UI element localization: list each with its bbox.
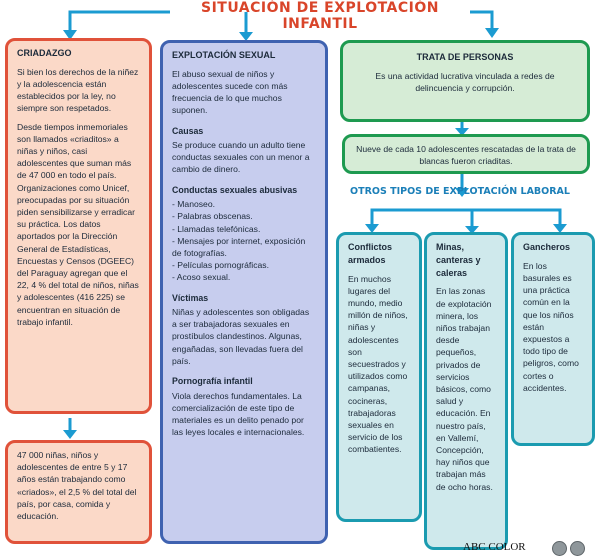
otros-tipos-heading: OTROS TIPOS DE EXPLOTACIÓN LABORAL [350,186,570,197]
explotacion-sexual-title: EXPLOTACIÓN SEXUAL [172,50,276,60]
explotacion-sexual-intro: El abuso sexual de niños y adolescentes sucede con más frecuencia de lo que muchos suponen. [172,68,288,116]
minas-box [424,232,508,550]
trata-title: TRATA DE PERSONAS [416,52,514,62]
victimas-title: Víctimas [172,292,209,303]
trata-stat-text: Nueve de cada 10 adolescentes rescatadas de la trata de blancas fueron criaditas. [356,144,576,167]
minas-text: En las zonas de explotación minera, los niños trabajan desde pequeños, privados de servicios básicos, como salud y educación. En nuestro país, en Vallemí, Concepción, hay niños que trabajan más de ocho horas. [436,286,493,492]
globe-icon [570,541,585,556]
page-title: SITUACIÓN DE EXPLOTACIÓN INFANTIL [201,0,439,32]
pornografia-title: Pornografía infantil [172,376,253,387]
criadazgo-stat-box [5,440,152,544]
victimas-text: Niñas y adolescentes son obligadas a ser trabajadoras sexuales en prostíbulos clandestinos. Algunas, engañadas, son llevadas fuera del país. [172,307,310,366]
minas-title: Minas, canteras y caleras [436,242,481,278]
explotacion-sexual-box [160,40,328,544]
conducta-item: - Acoso sexual. [172,272,231,283]
conducta-item: - Mensajes por internet, exposición de fotografías. [172,235,306,258]
criadazgo-title: CRIADAZGO [17,48,72,58]
conducta-item: - Palabras obscenas. [172,211,253,222]
conducta-item: - Manoseo. [172,199,215,210]
causas-title: Causas [172,125,204,136]
globe-icon [552,541,567,556]
conflictos-box [336,232,422,522]
gancheros-text: En los basurales es una práctica común en la que los niños están expuestos a todo tipo de peligros, como cortes o accidentes. [523,260,579,393]
conflictos-text: En muchos lugares del mundo, medio millón de niños, niñas y adolescentes son secuestrados y utilizados como campanas, cocineras, trabajadoras sexuales en servicio de los combatientes. [348,273,408,455]
abc-color-credit: ABC COLOR [463,541,526,553]
trata-box [340,40,590,122]
conflictos-title: Conflictos armados [348,242,392,265]
trata-text: Es una actividad lucrativa vinculada a redes de delincuencia y corrupción. [375,70,555,93]
criadazgo-stat-text: 47 000 niñas, niños y adolescentes de entre 5 y 17 años están trabajando como «criados», el 2,5 % del total del país, por casa, comida y educación. [17,450,137,522]
conducta-item: - Películas pornográficas. [172,260,269,271]
gancheros-title: Gancheros [523,242,571,252]
pornografia-text: Viola derechos fundamentales. La comercialización de este tipo de materiales es un delito penado por las leyes locales e internacionales. [172,390,305,438]
criadazgo-paragraph: Desde tiempos inmemoriales son llamados «criaditos» a niñas y niños, casi adolescentes que suman más de 47 000 en todo el país. Organizaciones como Unicef, preocupadas por su situación piden sensibilizarse y erradicar su práctica. Los datos aportados por la Dirección General de Estadísticas, Encuestas y Censos (DGEEC) del Paraguay agregan que el 22, 4 % del total de niños, niñas y adolescentes (416 225) se encuentran en situación de trabajo infantil. [17,121,139,327]
conductas-title: Conductas sexuales abusivas [172,184,298,195]
causas-text: Se produce cuando un adulto tiene conductas sexuales con un menor a cambio de dinero. [172,140,310,175]
gancheros-box [511,232,595,446]
criadazgo-paragraph: Si bien los derechos de la niñez y la adolescencia están establecidos por la ley, no siempre son respetados. [17,66,139,114]
criadazgo-box [5,38,152,414]
trata-stat-box [342,134,590,174]
conducta-item: - Llamadas telefónicas. [172,223,261,234]
